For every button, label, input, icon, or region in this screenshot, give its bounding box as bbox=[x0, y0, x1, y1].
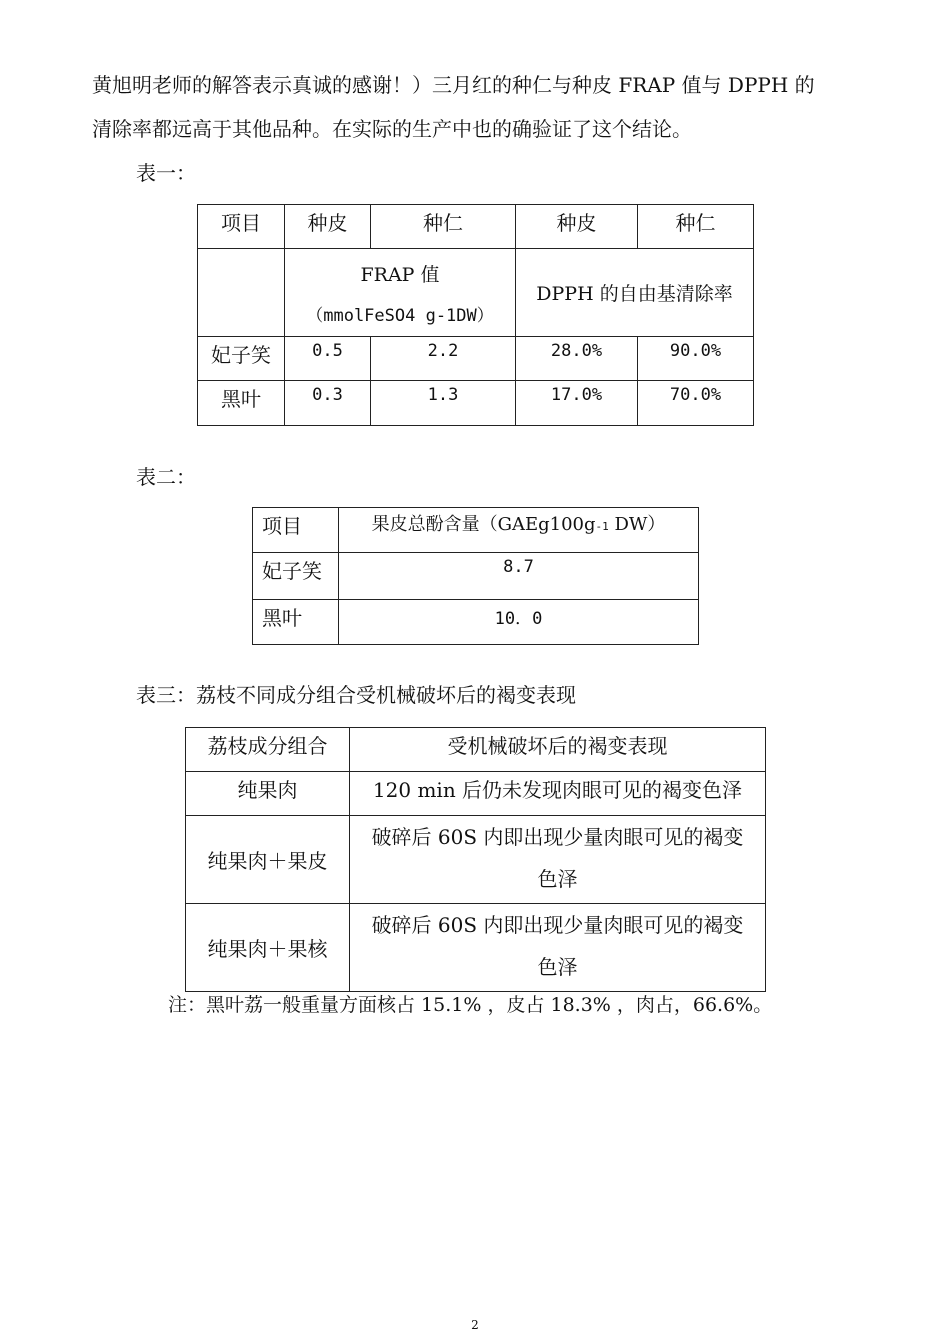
table3 bbox=[185, 727, 766, 992]
table3-row-name: 纯果肉＋果核 bbox=[186, 904, 350, 992]
table3-cell: 120 min 后仍未发现肉眼可见的褐变色泽 bbox=[350, 772, 766, 816]
table2-header-sup: -1 bbox=[595, 520, 609, 533]
table-row bbox=[186, 816, 766, 904]
table3-cell-line: 破碎后 60S 内即出现少量肉眼可见的褐变 bbox=[371, 825, 744, 849]
table1-header-cell: 种仁 bbox=[638, 205, 754, 249]
table1-cell: 0.3 bbox=[285, 381, 371, 426]
paragraph-line-2: 清除率都远高于其他品种。在实际的生产中也的确验证了这个结论。 bbox=[92, 117, 692, 141]
table2-label: 表二： bbox=[136, 465, 196, 489]
table1-row-name: 黑叶 bbox=[198, 381, 285, 426]
table-row bbox=[198, 337, 754, 381]
table2-header-row bbox=[253, 508, 699, 553]
table3-header-cell: 荔枝成分组合 bbox=[186, 728, 350, 772]
table1-frap-title bbox=[285, 255, 515, 296]
table-row bbox=[198, 381, 754, 426]
table2-cell: 10．0 bbox=[339, 600, 699, 645]
table3-cell-line: 色泽 bbox=[537, 867, 578, 891]
table3-cell bbox=[350, 904, 766, 992]
table3-cell bbox=[350, 816, 766, 904]
table2 bbox=[252, 507, 699, 645]
table1-cell: 0.5 bbox=[285, 337, 371, 381]
table2-row-name: 妃子笑 bbox=[253, 553, 339, 600]
table2-header-item: 项目 bbox=[253, 508, 339, 553]
table1-cell: 90.0% bbox=[638, 337, 754, 381]
table1-row-name: 妃子笑 bbox=[198, 337, 285, 381]
table1-cell: 2.2 bbox=[371, 337, 516, 381]
table2-row-name: 黑叶 bbox=[253, 600, 339, 645]
table3-header-cell: 受机械破坏后的褐变表现 bbox=[350, 728, 766, 772]
table1-cell: 17.0% bbox=[516, 381, 638, 426]
table1-cell: 70.0% bbox=[638, 381, 754, 426]
table1-header-cell: 种皮 bbox=[285, 205, 371, 249]
table1-header-row bbox=[198, 205, 754, 249]
table3-label: 表三：荔枝不同成分组合受机械破坏后的褐变表现 bbox=[136, 683, 576, 707]
table3-row-name: 纯果肉 bbox=[186, 772, 350, 816]
table1-frap-cell bbox=[285, 249, 516, 337]
table1-group-row bbox=[198, 249, 754, 337]
table3-cell-line: 破碎后 60S 内即出现少量肉眼可见的褐变 bbox=[371, 913, 744, 937]
table2-header-text-b: DW） bbox=[608, 514, 666, 535]
table1-header-cell: 种皮 bbox=[516, 205, 638, 249]
table2-cell: 8.7 bbox=[339, 553, 699, 600]
table3-cell-line: 色泽 bbox=[537, 955, 578, 979]
table-row bbox=[253, 600, 699, 645]
frap-label: FRAP 值 bbox=[360, 264, 440, 286]
table1-label: 表一： bbox=[136, 161, 196, 185]
table1-cell: 28.0% bbox=[516, 337, 638, 381]
table2-header-text-a: 果皮总酚含量（GAEg100g bbox=[371, 514, 596, 535]
table3-header-row bbox=[186, 728, 766, 772]
footnote: 注：黑叶荔一般重量方面核占 15.1% ，皮占 18.3% ，肉占，66.6%。 bbox=[168, 994, 773, 1016]
table1-empty-cell bbox=[198, 249, 285, 337]
table1-header-cell: 项目 bbox=[198, 205, 285, 249]
table1-cell: 1.3 bbox=[371, 381, 516, 426]
page-number: 2 bbox=[471, 1318, 479, 1332]
table-row bbox=[253, 553, 699, 600]
paragraph-line-1: 黄旭明老师的解答表示真诚的感谢！）三月红的种仁与种皮 FRAP 值与 DPPH 的 bbox=[92, 73, 815, 97]
table3-row-name: 纯果肉＋果皮 bbox=[186, 816, 350, 904]
table-row bbox=[186, 904, 766, 992]
table1 bbox=[197, 204, 754, 426]
table1-header-cell: 种仁 bbox=[371, 205, 516, 249]
table2-header-value bbox=[339, 508, 699, 553]
table-row bbox=[186, 772, 766, 816]
table1-dpph-cell: DPPH 的自由基清除率 bbox=[516, 249, 754, 337]
table1-frap-unit: （mmolFeSO4 g-1DW） bbox=[306, 306, 494, 326]
